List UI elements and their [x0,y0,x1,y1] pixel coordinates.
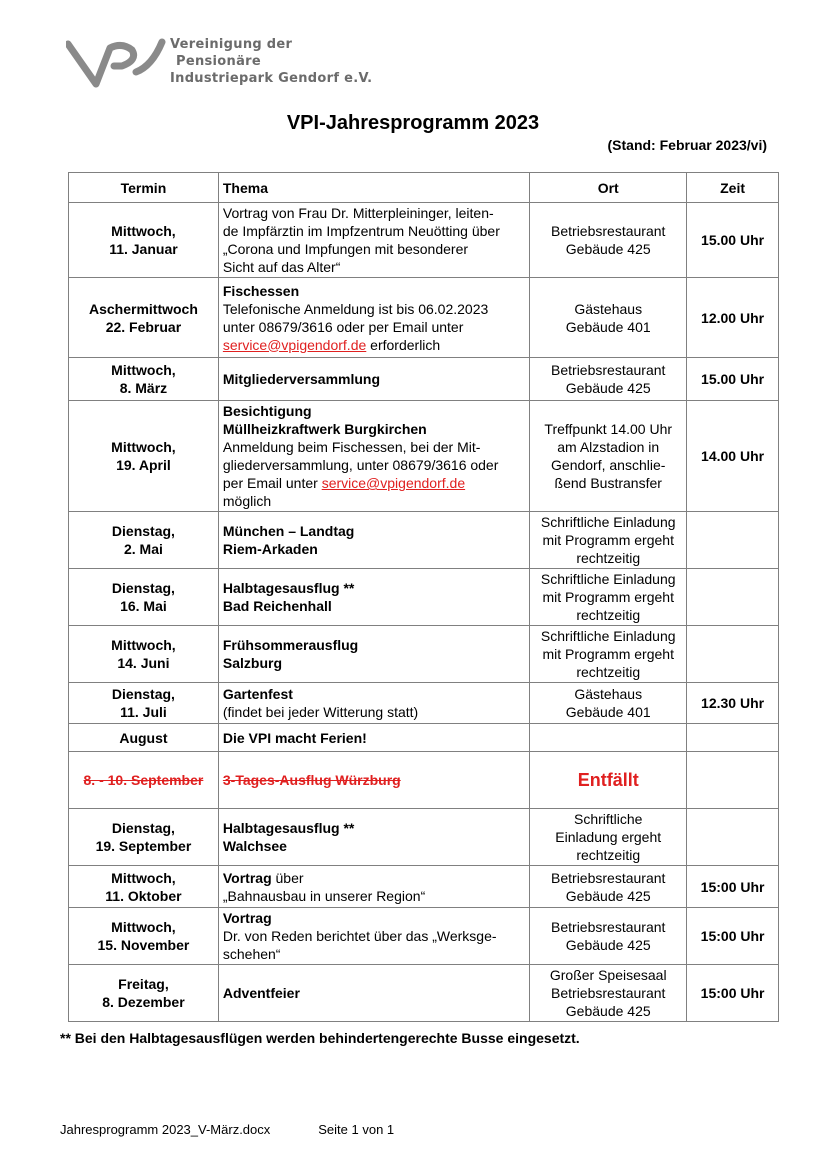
termin-line: 11. Januar [109,241,178,257]
cell-ort [530,908,687,965]
program-table [68,172,779,1022]
ort-line: rechtzeitig [576,664,641,680]
cell-zeit: 15:00 Uhr [687,965,779,1022]
termin-line: 2. Mai [123,541,163,557]
cell-thema [218,401,529,512]
thema-line: Dr. von Reden berichtet über das „Werksge- [222,928,497,944]
thema-line: gliederversammlung, unter 08679/3616 oder [222,457,499,473]
cell-thema [218,809,529,866]
cell-zeit: 12.30 Uhr [687,683,779,724]
cell-thema [218,358,529,401]
thema-title: Bad Reichenhall [222,598,332,614]
cell-zeit [687,569,779,626]
termin-line: 11. Juli [120,704,167,720]
ort-line: Schriftliche Einladung [540,514,676,530]
ort-line: Gebäude 425 [565,241,651,257]
termin-line: 8. März [119,380,168,396]
termin-line: 14. Juni [117,655,170,671]
thema-text: per Email unter [222,475,322,491]
cell-ort [530,866,687,908]
thema-title: Vortrag [222,869,272,886]
ort-line: Gebäude 425 [565,937,651,953]
cell-termin [69,512,219,569]
termin-line: 19. April [116,457,171,473]
termin-line: 8. - 10. September [83,772,204,788]
cell-termin [69,908,219,965]
cell-termin [69,724,219,752]
cell-ort [530,358,687,401]
cell-zeit [687,809,779,866]
cell-zeit: 14.00 Uhr [687,401,779,512]
thema-title: Walchsee [222,838,287,854]
cell-ort [530,965,687,1022]
ort-line: Großer Speisesaal [549,967,667,983]
cell-ort [530,569,687,626]
termin-line: Dienstag, [111,580,175,596]
thema-text: erforderlich [366,336,441,353]
footer-filename: Jahresprogramm 2023_V-März.docx [60,1122,271,1137]
termin-line: Mittwoch, [111,919,176,935]
table-row [69,965,779,1022]
thema-line: unter 08679/3616 oder per Email unter [222,318,464,335]
header-thema: Thema [218,173,529,203]
table-row [69,358,779,401]
termin-line: Mittwoch, [111,869,176,886]
cell-termin [69,358,219,401]
ort-line: rechtzeitig [576,550,641,566]
cell-thema [218,752,529,809]
cell-termin [69,809,219,866]
table-row [69,724,779,752]
ort-line: am Alzstadion in [557,439,660,455]
ort-line: Gästehaus [574,686,643,702]
termin-line: Aschermittwoch [88,300,198,317]
cell-zeit: 15:00 Uhr [687,908,779,965]
cell-termin [69,683,219,724]
ort-line: rechtzeitig [576,607,641,623]
cell-zeit: 15.00 Uhr [687,358,779,401]
ort-line: Betriebsrestaurant [551,223,666,239]
cell-termin [69,569,219,626]
header-ort: Ort [530,173,687,203]
email-link[interactable]: service@vpigendorf.de [222,336,367,353]
cell-zeit [687,724,779,752]
page-footer [60,1122,394,1137]
ort-line: Schriftliche [573,811,643,827]
cell-thema [218,908,529,965]
org-name [170,36,372,87]
thema-line: (findet bei jeder Witterung statt) [222,704,419,720]
termin-line: 8. Dezember [102,994,185,1010]
table-row [69,203,779,278]
ort-line: mit Programm ergeht [542,532,674,548]
termin-line: 15. November [97,937,190,953]
thema-line: de Impfärztin im Impfzentrum Neuötting über [222,223,500,239]
cell-thema [218,683,529,724]
cell-ort [530,626,687,683]
table-row-cancelled [69,752,779,809]
termin-line: Dienstag, [111,686,175,702]
email-link[interactable]: service@vpigendorf.de [321,475,466,491]
cell-termin [69,866,219,908]
vpi-logo-mark-icon [66,38,166,90]
ort-line: Gebäude 425 [565,887,651,904]
ort-line: Betriebsrestaurant [551,985,666,1001]
header-zeit: Zeit [687,173,779,203]
termin-line: Dienstag, [111,820,175,836]
termin-line: Mittwoch, [111,362,176,378]
thema-line: Telefonische Anmeldung ist bis 06.02.2023 [222,300,489,317]
cell-termin [69,752,219,809]
org-line-2: Pensionäre [176,54,261,69]
thema-title: Besichtigung [222,403,312,419]
table-row [69,569,779,626]
thema-line: möglich [222,493,272,509]
cell-ort [530,512,687,569]
thema-line: „Corona und Impfungen mit besonderer [222,241,469,257]
cell-termin [69,626,219,683]
ort-line: Gebäude 425 [565,380,651,396]
table-row [69,866,779,908]
thema-line: Sicht auf das Alter“ [222,259,341,275]
thema-title: Vortrag [222,910,272,926]
thema-title: Frühsommerausflug [222,637,359,653]
thema-title: Riem-Arkaden [222,541,318,557]
cell-thema [218,965,529,1022]
thema-title: Halbtagesausflug ** [222,580,355,596]
table-row [69,626,779,683]
cell-termin [69,401,219,512]
cell-thema [218,203,529,278]
ort-line: Gendorf, anschlie- [551,457,666,473]
termin-line: Freitag, [118,976,169,992]
cell-thema [218,866,529,908]
thema-line: „Bahnausbau in unserer Region“ [222,887,426,904]
cell-termin [69,965,219,1022]
table-row [69,278,779,358]
cell-ort [530,683,687,724]
cell-thema [218,278,529,358]
cell-ort [530,752,687,809]
ort-line: mit Programm ergeht [542,589,674,605]
thema-title: Fischessen [222,282,300,299]
ort-line: Schriftliche Einladung [540,628,676,644]
cell-zeit [687,752,779,809]
thema-line: schehen“ [222,946,281,962]
ort-line: Gebäude 425 [565,1003,651,1019]
cell-zeit [687,626,779,683]
stand-date: (Stand: Februar 2023/vi) [607,137,767,153]
ort-line: mit Programm ergeht [542,646,674,662]
ort-line: Betriebsrestaurant [551,919,666,935]
cell-zeit: 15:00 Uhr [687,866,779,908]
table-row [69,809,779,866]
termin-line: Mittwoch, [111,223,176,239]
thema-title: 3-Tages-Ausflug Würzburg [222,772,401,788]
header-termin: Termin [69,173,219,203]
cancelled-badge: Entfällt [577,769,639,790]
cell-zeit: 15.00 Uhr [687,203,779,278]
org-line-1: Vereinigung der [170,37,293,52]
org-line-3: Industriepark Gendorf e.V. [170,71,373,86]
termin-line: 11. Oktober [105,887,182,904]
termin-line: 19. September [95,838,192,854]
termin-line: Dienstag, [111,523,175,539]
cell-zeit: 12.00 Uhr [687,278,779,358]
termin-line: Mittwoch, [111,637,176,653]
cell-thema [218,724,529,752]
thema-text: über [271,869,304,886]
ort-line: ßend Bustransfer [554,475,662,491]
ort-line: Schriftliche Einladung [540,571,676,587]
termin-line: Mittwoch, [111,439,176,455]
thema-title: Adventfeier [222,985,300,1001]
table-row [69,908,779,965]
ort-line: Gästehaus [574,300,643,317]
ort-line: rechtzeitig [576,847,641,863]
thema-title: Müllheizkraftwerk Burgkirchen [222,421,427,437]
cell-ort [530,401,687,512]
cell-ort [530,809,687,866]
ort-line: Gebäude 401 [565,704,651,720]
ort-line: Treffpunkt 14.00 Uhr [544,421,673,437]
cell-zeit [687,512,779,569]
table-row [69,512,779,569]
cell-termin [69,203,219,278]
thema-title: Mitgliederversammlung [222,371,381,387]
ort-line: Betriebsrestaurant [551,362,666,378]
cell-ort [530,278,687,358]
thema-title: Halbtagesausflug ** [222,820,355,836]
table-row [69,683,779,724]
ort-line: Einladung ergeht [555,829,662,845]
ort-line: Gebäude 401 [565,318,651,335]
footnote: ** Bei den Halbtagesausflügen werden behindertengerechte Busse eingesetzt. [60,1030,580,1046]
thema-line: Vortrag von Frau Dr. Mitterpleininger, leiten- [222,205,494,221]
termin-line: August [119,729,168,746]
thema-title: München – Landtag [222,523,355,539]
thema-line: Anmeldung beim Fischessen, bei der Mit- [222,439,481,455]
table-header-row [69,173,779,203]
termin-line: 22. Februar [105,318,182,335]
cell-thema [218,569,529,626]
cell-ort [530,724,687,752]
cell-ort [530,203,687,278]
cell-termin [69,278,219,358]
termin-line: 16. Mai [120,598,167,614]
footer-page: Seite 1 von 1 [318,1122,395,1137]
cell-thema [218,626,529,683]
table-row [69,401,779,512]
thema-title: Salzburg [222,655,282,671]
vpi-logo [66,36,386,96]
thema-title: Die VPI macht Ferien! [222,729,367,746]
cell-thema [218,512,529,569]
ort-line: Betriebsrestaurant [551,869,666,886]
page-title: VPI-Jahresprogramm 2023 [286,112,540,134]
thema-title: Gartenfest [222,686,293,702]
